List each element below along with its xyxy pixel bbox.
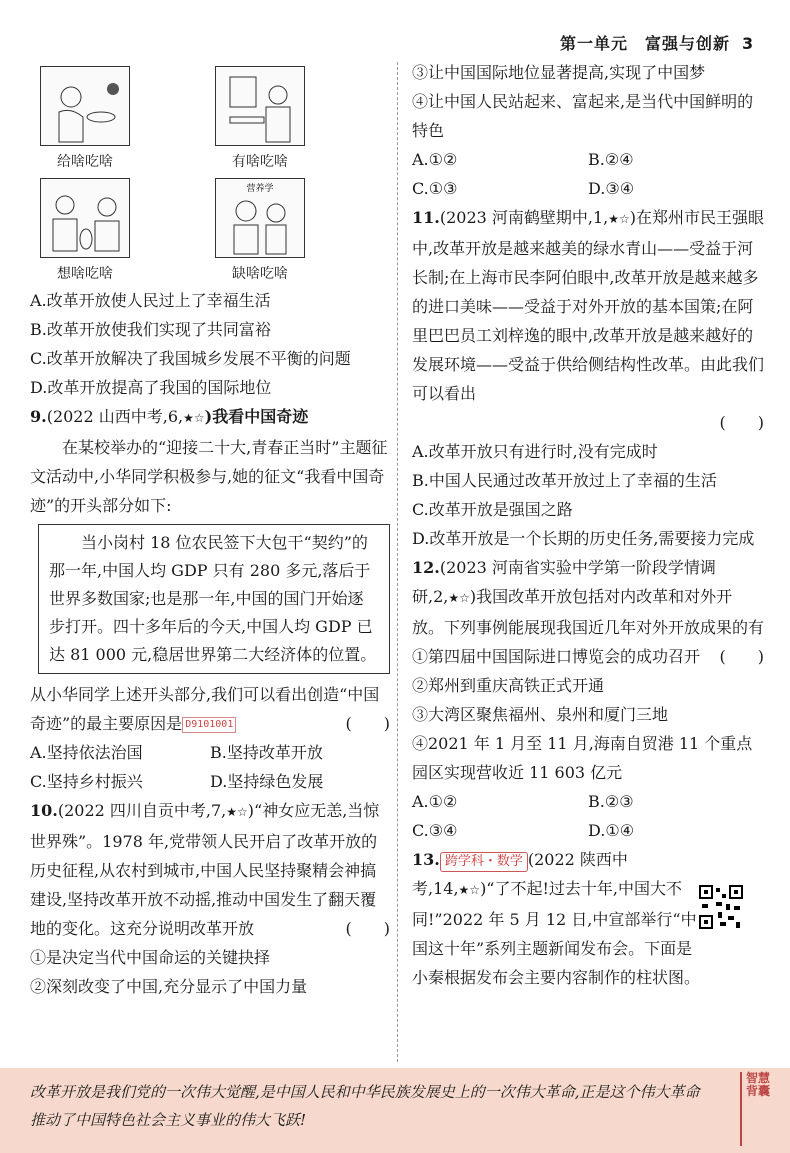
caption-2: 有啥吃啥	[232, 154, 288, 170]
q10-option-c[interactable]: C.①③	[412, 179, 458, 198]
q9-option-d[interactable]: D.坚持绿色发展	[210, 772, 324, 791]
q8-option-a[interactable]: A.改革开放使人民过上了幸福生活	[30, 291, 271, 310]
footer-quote: 改革开放是我们党的一次伟大觉醒,是中国人民和中华民族发展史上的一次伟大革命,正是这个伟大革命推动了中国特色社会主义事业的伟大飞跃!	[30, 1083, 700, 1129]
q10-source: (2022 四川自贡中考,7,	[57, 801, 227, 820]
page-header	[0, 0, 790, 56]
q12-option-a[interactable]: A.①②	[412, 792, 458, 811]
q11-source: (2023 河南鹤壁期中,1,	[439, 208, 609, 227]
q11-number: 11.	[412, 208, 440, 227]
q10-number: 10.	[30, 801, 58, 820]
q11-text: )在郑州市民王强眼中,改革开放是越来越美的绿水青山——受益于河长制;在上海市民李阿伯眼中,改革开放是越来越多的进口美味——受益于对外开放的基本国策;在阿里巴巴员工刘梓逸的眼中,改革开放是越来越好的发展环境——受益于供给侧结构性改革。由此我们可以看出	[412, 208, 765, 403]
q12-option-c[interactable]: C.③④	[412, 821, 458, 840]
q11-option-b[interactable]: B.中国人民通过改革开放过上了幸福的生活	[412, 471, 717, 490]
q11-option-c[interactable]: C.改革开放是强国之路	[412, 500, 573, 519]
q12-answer-paren[interactable]: ( )	[719, 647, 764, 666]
difficulty-star-icon: ★☆	[448, 591, 470, 605]
q12-option-b[interactable]: B.②③	[588, 792, 634, 811]
q12-item-3: ③大湾区聚焦福州、泉州和厦门三地	[412, 705, 669, 724]
eating-illustration-1	[40, 66, 130, 146]
q12-item-2: ②郑州到重庆高铁正式开通	[412, 676, 605, 695]
illustration-grid	[30, 58, 390, 286]
difficulty-star-icon: ★☆	[226, 805, 248, 819]
q13-subject-tag: 跨学科・数学	[440, 852, 528, 872]
eating-illustration-4	[215, 178, 305, 258]
sign-text: 营养学	[246, 184, 274, 194]
q10-item-4: ④让中国人民站起来、富起来,是当代中国鲜明的特色	[412, 92, 754, 140]
q9-code: D9101001	[182, 717, 236, 733]
q8-option-c[interactable]: C.改革开放解决了我国城乡发展不平衡的问题	[30, 349, 351, 368]
caption-4: 缺啥吃啥	[232, 266, 288, 282]
q12-item-4: ④2021 年 1 月至 11 月,海南自贸港 11 个重点园区实现营收近 11 603 亿元	[412, 734, 753, 782]
q9-intro: 在某校举办的“迎接二十大,青春正当时”主题征文活动中,小华同学积极参与,她的征文“我看中国奇迹”的开头部分如下:	[30, 438, 388, 515]
q10-item-3: ③让中国国际地位显著提高,实现了中国梦	[412, 63, 706, 82]
q9-choices	[30, 738, 390, 796]
eating-illustration-2	[215, 66, 305, 146]
q9-option-a[interactable]: A.坚持依法治国	[30, 743, 143, 762]
q12-number: 12.	[412, 558, 440, 577]
difficulty-star-icon: ★☆	[608, 212, 630, 226]
q11-option-d[interactable]: D.改革开放是一个长期的历史任务,需要接力完成	[412, 529, 755, 548]
q13-source: (2022 陕西中考,14,	[412, 850, 628, 898]
q12-option-d[interactable]: D.①④	[588, 821, 635, 840]
question-11	[412, 203, 764, 553]
q13-number: 13.	[412, 850, 440, 869]
right-column	[412, 58, 764, 992]
q9-question: 从小华同学上述开头部分,我们可以看出创造“中国奇迹”的最主要原因是	[30, 685, 380, 733]
column-divider	[397, 62, 398, 1062]
footer-badge: 智慧背囊	[740, 1072, 780, 1146]
caption-1: 给啥吃啥	[57, 154, 113, 170]
footer-banner	[0, 1068, 790, 1153]
q10-option-a[interactable]: A.①②	[412, 150, 458, 169]
header-title: 第一单元 富强与创新 3	[560, 34, 755, 53]
q10-choices	[412, 145, 764, 203]
eating-illustration-3	[40, 178, 130, 258]
q12-text: )我国改革开放包括对内改革和对外开放。下列事例能展现我国近几年对外开放成果的有	[412, 587, 765, 637]
q8-option-d[interactable]: D.改革开放提高了我国的国际地位	[30, 378, 272, 397]
q12-source: (2023 河南省实验中学第一阶段学情调研,2,	[412, 558, 716, 606]
question-12	[412, 553, 764, 845]
q10-option-d[interactable]: D.③④	[588, 179, 635, 198]
q8-option-b[interactable]: B.改革开放使我们实现了共同富裕	[30, 320, 271, 339]
difficulty-star-icon: ★☆	[183, 411, 205, 425]
difficulty-star-icon: ★☆	[458, 883, 481, 897]
q12-item-1: ①第四届中国国际进口博览会的成功召开	[412, 647, 701, 666]
q9-number: 9.	[30, 407, 47, 426]
q10-answer-paren[interactable]: ( )	[345, 919, 390, 938]
q9-option-c[interactable]: C.坚持乡村振兴	[30, 772, 143, 791]
q13-text: )“了不起!过去十年,中国大不同!”2022 年 5 月 12 日,中宣部举行“中国这十年”系列主题新闻发布会。下面是小秦根据发布会主要内容制作的柱状图。	[412, 879, 701, 987]
page-number: 3	[742, 34, 755, 53]
qr-code-icon[interactable]	[698, 884, 744, 930]
q9-essay-box	[38, 524, 390, 674]
q9-title: )我看中国奇迹	[204, 407, 309, 426]
q10-item-1: ①是决定当代中国命运的关键抉择	[30, 948, 271, 967]
q9-essay-text: 当小岗村 18 位农民签下大包干“契约”的那一年,中国人均 GDP 只有 280 多元,落后于世界多数国家;也是那一年,中国的国门开始逐步打开。四十多年后的今天,中国人均 GDP 已达 81 000 元,稳居世界第二大经济体的位置。	[49, 533, 377, 664]
q10-option-b[interactable]: B.②④	[588, 150, 634, 169]
q9-answer-paren[interactable]: ( )	[345, 714, 390, 733]
q9-source: (2022 山西中考,6,	[46, 407, 184, 426]
caption-3: 想啥吃啥	[57, 266, 113, 282]
q12-choices	[412, 787, 764, 845]
left-column	[30, 58, 390, 1001]
q10-text: )“神女应无恙,当惊世界殊”。1978 年,党带领人民开启了改革开放的历史征程,从农村到城市,中国人民坚持聚精会神搞建设,坚持改革开放不动摇,推动中国发生了翻天覆地的变化。这充分说明改革开放	[30, 801, 380, 938]
q11-option-a[interactable]: A.改革开放只有进行时,没有完成时	[412, 442, 658, 461]
question-9	[30, 402, 390, 796]
q10-item-2: ②深刻改变了中国,充分显示了中国力量	[30, 977, 308, 996]
question-10	[30, 796, 390, 1001]
q8-options	[30, 286, 390, 402]
q9-option-b[interactable]: B.坚持改革开放	[210, 743, 323, 762]
q11-answer-paren[interactable]: ( )	[719, 413, 764, 432]
q10-continued	[412, 58, 764, 203]
